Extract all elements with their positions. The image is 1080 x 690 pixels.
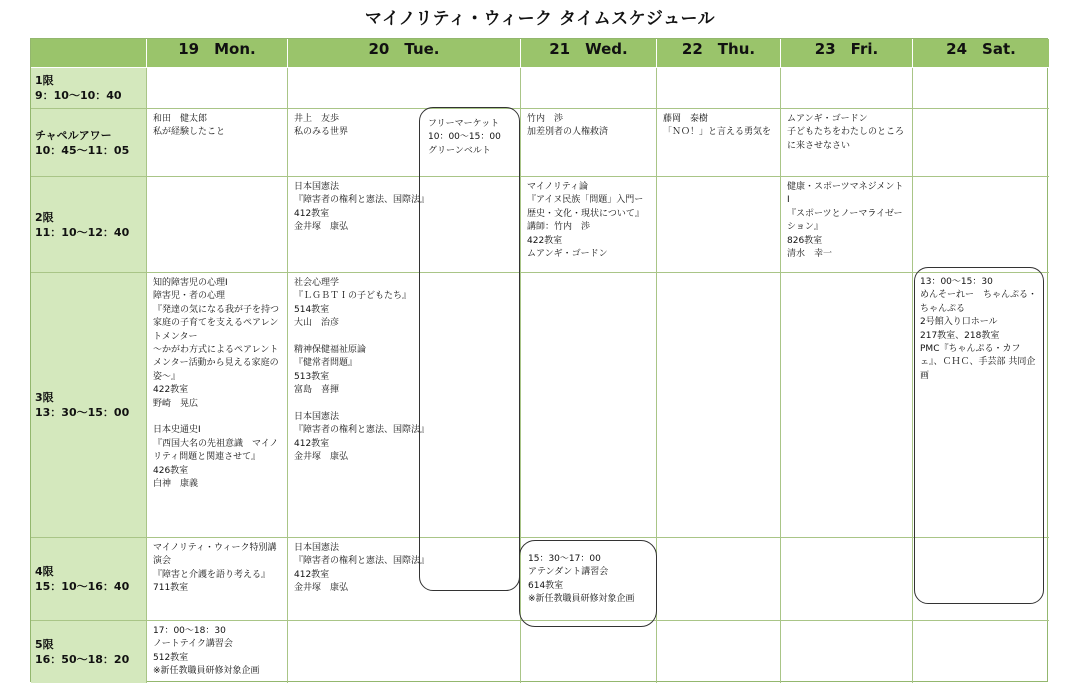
cell-p1-tue	[288, 68, 521, 109]
cell-p5-thu	[657, 621, 781, 683]
period-name: チャペルアワー	[35, 128, 112, 142]
period-time: 13：30〜15：00	[35, 406, 130, 419]
day-header-mon: 19 Mon.	[147, 39, 288, 68]
cell-p3-thu	[657, 273, 781, 538]
period-time: 9：10〜10：40	[35, 89, 122, 102]
cell-chapel-fri: ムアンギ・ゴードン 子どもたちをわたしのところに来させなさい	[781, 109, 913, 177]
flea-market-outline	[419, 107, 520, 591]
cell-p4-fri	[781, 538, 913, 621]
period-3-label	[31, 273, 147, 538]
cell-p4-thu	[657, 538, 781, 621]
cell-p4-mon: マイノリティ・ウィーク特別講演会 『障害と介護を語り考える』 711教室	[147, 538, 288, 621]
cell-p3-wed	[521, 273, 657, 538]
period-time: 10：45〜11：05	[35, 143, 130, 157]
cell-p2-tue: 日本国憲法 『障害者の権利と憲法、国際法』 412教室 金井塚 康弘	[288, 177, 521, 273]
cell-chapel-mon: 和田 健太郎 私が経験したこと	[147, 109, 288, 177]
cell-chapel-tue: 井上 友歩 私のみる世界	[288, 109, 521, 177]
period-4-label	[31, 538, 147, 621]
cell-p5-tue	[288, 621, 521, 683]
period-time: 15：10〜16：40	[35, 580, 130, 593]
period-name: 1限	[35, 74, 54, 87]
cell-chapel-thu: 藤岡 泰樹 「ＮＯ！」と言える勇気を	[657, 109, 781, 177]
day-header-wed: 21 Wed.	[521, 39, 657, 68]
period-name: 2限	[35, 210, 54, 224]
page-title: マイノリティ・ウィーク タイムスケジュール	[364, 9, 716, 29]
cell-p2-fri: 健康・スポーツマネジメントⅠ 『スポーツとノーマライゼーション』 826教室 清水 幸一	[781, 177, 913, 273]
period-name: 5限	[35, 638, 54, 651]
cell-p3-fri	[781, 273, 913, 538]
cell-p2-mon	[147, 177, 288, 273]
cell-p4-tue: 日本国憲法 『障害者の権利と憲法、国際法』 412教室 金井塚 康弘	[288, 538, 521, 621]
day-header-sat: 24 Sat.	[913, 39, 1049, 68]
cell-p1-thu	[657, 68, 781, 109]
flea-market-text: フリーマーケット 10：00〜15：00 グリーンベルト	[428, 119, 501, 156]
cell-p2-sat	[913, 177, 1049, 273]
cell-p2-thu	[657, 177, 781, 273]
saturday-event-text: 13：00〜15：30 めんそーれー ちゃんぷる・ちゃんぷる 2号館入り口ホール 217教室、218教室 PMC『ちゃんぷる・カフェ』、ＣＨＣ、手芸部 共同企画	[920, 277, 1038, 381]
cell-p3-tue: 社会心理学 『ＬＧＢＴＩの子どもたち』 514教室 大山 治彦 精神保健福祉原論 『健常者問題』 513教室 富島 喜揮 日本国憲法 『障害者の権利と憲法、国際法』 412教室 金井塚 康弘	[288, 273, 521, 538]
cell-chapel-sat	[913, 109, 1049, 177]
day-header-fri: 23 Fri.	[781, 39, 913, 68]
header-corner	[31, 39, 147, 68]
period-time: 16：50〜18：20	[35, 653, 130, 666]
cell-p5-mon: 17：00〜18：30 ノートテイク講習会 512教室 ※新任教職員研修対象企画	[147, 621, 288, 683]
cell-p5-wed	[521, 621, 657, 683]
cell-p3-mon: 知的障害児の心理Ⅰ 障害児・者の心理 『発達の気になる我が子を持つ家庭の子育てを支えるペアレントメンター 〜かがわ方式によるペアレントメンター活動から見える家庭の姿〜』 422教室 野崎 晃広 日本史通史Ⅰ 『西国大名の先祖意識 マイノリティ問題と関連させて』 426教室 白神 康義	[147, 273, 288, 538]
cell-p1-mon	[147, 68, 288, 109]
period-5-label	[31, 621, 147, 683]
cell-chapel-wed: 竹内 渉 加差別者の人権救済	[521, 109, 657, 177]
day-header-thu: 22 Thu.	[657, 39, 781, 68]
attendant-seminar-text: 15：30〜17：00 アテンダント講習会 614教室 ※新任教職員研修対象企画	[528, 554, 635, 605]
cell-p2-wed: マイノリティ論 『アイヌ民族「問題」入門ー歴史・文化・現状について』 講師：竹内 渉 422教室 ムアンギ・ゴードン	[521, 177, 657, 273]
cell-p1-fri	[781, 68, 913, 109]
cell-p1-sat	[913, 68, 1049, 109]
period-name: 3限	[35, 391, 54, 404]
cell-p1-wed	[521, 68, 657, 109]
cell-p5-fri	[781, 621, 913, 683]
period-time: 11：10〜12：40	[35, 225, 130, 239]
chapel-hour-label	[31, 109, 147, 177]
cell-p5-sat	[913, 621, 1049, 683]
period-1-label	[31, 68, 147, 109]
day-header-tue: 20 Tue.	[288, 39, 521, 68]
period-2-label	[31, 177, 147, 273]
period-name: 4限	[35, 565, 54, 578]
